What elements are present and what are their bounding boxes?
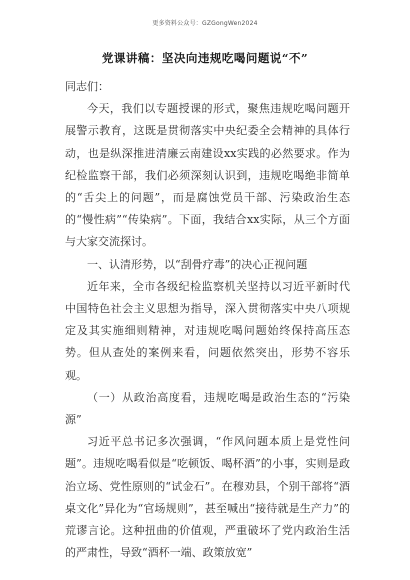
paragraph-intro: 今天，我们以专题授课的形式，聚焦违规吃喝问题开展警示教育，这既是贯彻落实中央纪委全会精神的具体行动，也是纵深推进清廉云南建设xx实践的必然要求。作为纪检监察干部，我们必须深刻认识到，违规吃喝绝非简单的“舌尖上的问题”，而是腐蚀党员干部、污染政治生态的“慢性病”“传染病”。下面，我结合xx实际，从三个方面与大家交流探讨。	[65, 102, 350, 249]
paragraph-situation: 近年来，全市各级纪检监察机关坚持以习近平新时代中国特色社会主义思想为指导，深入贯彻落实中央八项规定及其实施细则精神，对违规吃喝问题始终保持高压态势。但从查处的案例来看，问题依然突出，形势不容乐观。	[65, 279, 350, 382]
document-body	[65, 76, 350, 564]
salutation: 同志们：	[65, 80, 109, 93]
section-heading-1: 一、认清形势，以“刮骨疗毒”的决心正视问题	[87, 257, 308, 271]
subsection-heading-1: （一）从政治高度看，违规吃喝是政治生态的“污染源”	[65, 390, 350, 427]
header-notice: 更多资料公众号：GZGongWen2024	[152, 20, 258, 27]
document-title: 党课讲稿：坚决向违规吃喝问题说“不”	[101, 51, 309, 65]
paragraph-political: 习近平总书记多次强调，“作风问题本质上是党性问题”。违规吃喝看似是“吃顿饭、喝杯酒”的小事，实则是政治立场、党性原则的“试金石”。在穆劝县，个别干部将“酒桌文化”异化为“官场规则”，甚至喊出“接待就是生产力”的荒谬言论。这种扭曲的价值观，严重破坏了党内政治生活的严肃性，导致“酒杯一端、政策放宽”	[65, 435, 350, 560]
